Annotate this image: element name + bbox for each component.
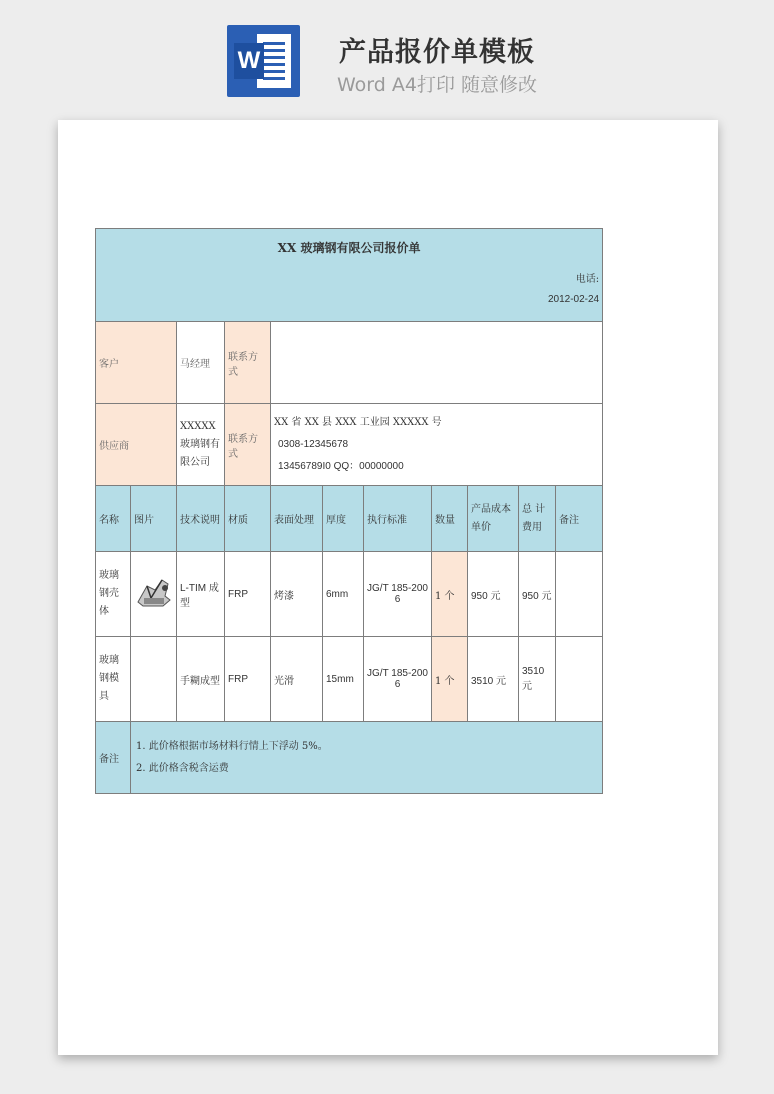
title-row <box>96 229 603 322</box>
col-header-total: 总 计 费用 <box>519 486 556 552</box>
col-header-note: 备注 <box>556 486 603 552</box>
item-thickness: 15mm <box>323 637 364 722</box>
col-header-qty: 数量 <box>432 486 468 552</box>
col-header-unit-price: 产品成本单价 <box>468 486 519 552</box>
product-photo-icon <box>135 576 173 610</box>
quote-table <box>95 228 603 794</box>
supplier-mobile-qq: 13456789I0 QQ：00000000 <box>278 460 404 472</box>
item-standard: JG/T 185-2006 <box>364 552 432 637</box>
customer-contact-label: 联系方式 <box>225 322 271 404</box>
page-header <box>0 0 774 110</box>
item-material: FRP <box>225 552 271 637</box>
title-cell <box>96 229 603 322</box>
remark-line: 1. 此价格根据市场材料行情上下浮动 5%。 <box>136 740 328 752</box>
item-qty: 1 个 <box>432 637 468 722</box>
table-row <box>96 552 603 637</box>
page-subtitle: Word A4打印 随意修改 <box>336 74 537 96</box>
item-name: 玻璃钢模具 <box>96 637 131 722</box>
word-letter: W <box>234 43 264 79</box>
item-qty: 1 个 <box>432 552 468 637</box>
item-total: 950 元 <box>519 552 556 637</box>
word-logo-icon <box>227 25 300 97</box>
col-header-picture: 图片 <box>131 486 177 552</box>
customer-contact-value <box>271 322 603 404</box>
item-name: 玻璃钢壳体 <box>96 552 131 637</box>
page-title: 产品报价单模板 <box>339 37 535 68</box>
supplier-phone: 0308-12345678 <box>278 438 349 450</box>
item-picture <box>131 552 177 637</box>
col-header-standard: 执行标准 <box>364 486 432 552</box>
supplier-address: XX 省 XX 县 XXX 工业园 XXXXX 号 <box>274 416 442 428</box>
customer-row <box>96 322 603 404</box>
remarks-cell <box>131 722 603 794</box>
quote-title: XX 玻璃钢有限公司报价单 <box>277 241 421 255</box>
item-standard: JG/T 185-2006 <box>364 637 432 722</box>
supplier-contact-cell <box>271 404 603 486</box>
col-header-thickness: 厚度 <box>323 486 364 552</box>
item-note <box>556 552 603 637</box>
column-header-row <box>96 486 603 552</box>
item-unit-price: 950 元 <box>468 552 519 637</box>
remark-line: 2. 此价格含税含运费 <box>136 762 229 774</box>
col-header-name: 名称 <box>96 486 131 552</box>
phone-label: 电话: <box>575 274 600 285</box>
item-tech: 手糊成型 <box>177 637 225 722</box>
item-material: FRP <box>225 637 271 722</box>
supplier-row <box>96 404 603 486</box>
item-surface: 烤漆 <box>271 552 323 637</box>
remarks-row <box>96 722 603 794</box>
item-total: 3510 元 <box>519 637 556 722</box>
col-header-tech: 技术说明 <box>177 486 225 552</box>
col-header-material: 材质 <box>225 486 271 552</box>
quote-date: 2012-02-24 <box>547 294 600 305</box>
item-surface: 光滑 <box>271 637 323 722</box>
customer-label: 客户 <box>96 322 177 404</box>
remarks-label: 备注 <box>96 722 131 794</box>
item-thickness: 6mm <box>323 552 364 637</box>
supplier-label: 供应商 <box>96 404 177 486</box>
customer-name: 马经理 <box>177 322 225 404</box>
item-note <box>556 637 603 722</box>
col-header-surface: 表面处理 <box>271 486 323 552</box>
supplier-contact-label: 联系方式 <box>225 404 271 486</box>
supplier-name: XXXXX 玻璃钢有限公司 <box>177 404 225 486</box>
item-tech: L-TIM 成型 <box>177 552 225 637</box>
item-unit-price: 3510 元 <box>468 637 519 722</box>
item-picture <box>131 637 177 722</box>
table-row <box>96 637 603 722</box>
